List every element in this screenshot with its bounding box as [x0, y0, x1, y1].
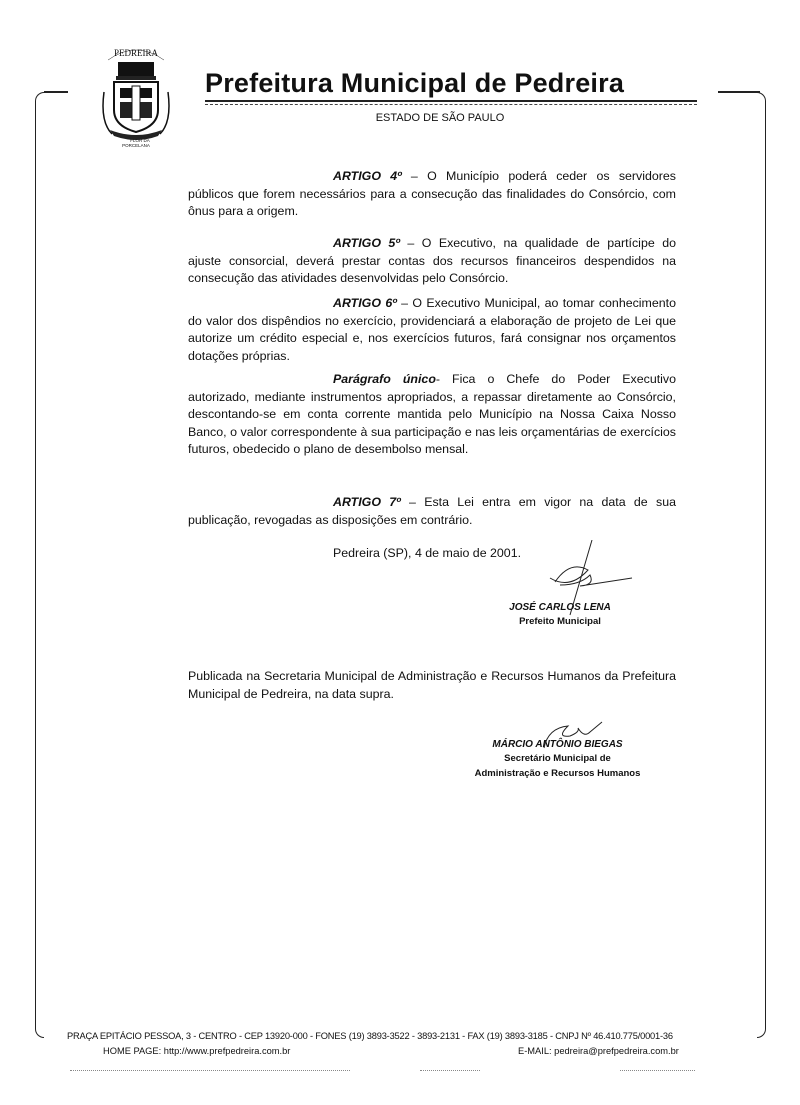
scan-artifact — [420, 1070, 480, 1071]
publication-note: Publicada na Secretaria Municipal de Administração e Recursos Humanos da Prefeitura Municipal de Pedreira, na data supra. — [188, 669, 676, 701]
signatory2-name: MÁRCIO ANTÔNIO BIEGAS — [492, 739, 623, 750]
footer-homepage: HOME PAGE: http://www.prefpedreira.com.br — [103, 1046, 291, 1056]
page-subtitle: ESTADO DE SÃO PAULO — [375, 112, 505, 124]
scan-artifact — [70, 1070, 350, 1071]
title-underline — [205, 100, 697, 102]
paragraph-unico — [188, 371, 676, 459]
article-label: ARTIGO 4º — [333, 169, 402, 183]
article-text: – O Executivo, na qualidade de partícipe do ajuste consorcial, deverá prestar contas dos recursos financeiros despendidos na consecução das atividades desenvolvidas pelo Consórcio. — [188, 236, 676, 285]
article-text: - Fica o Chefe do Poder Executivo autorizado, mediante instrumentos apropriados, a repassar diretamente ao Consórcio, descontando-se em conta corrente mantida pelo Município na Nossa Caixa Nosso Banco, o valor correspondente à sua participação e nas leis orçamentárias de exercícios futuros, obedecido o plano de desembolso mensal. — [188, 372, 677, 456]
frame-right-border — [757, 92, 766, 1038]
footer-address: PRAÇA EPITÁCIO PESSOA, 3 - CENTRO - CEP 13920-000 - FONES (19) 3893-3522 - 3893-2131 - FAX (19) 3893-3185 - CNPJ Nº 46.410.775/0001-36 — [67, 1031, 673, 1041]
article-6 — [188, 295, 676, 365]
svg-text:PORCELANA: PORCELANA — [122, 143, 150, 148]
signatory1-name: JOSÉ CARLOS LENA — [509, 602, 611, 613]
article-4 — [188, 168, 676, 221]
article-text: – Esta Lei entra em vigor na data de sua publicação, revogadas as disposições em contrário. — [188, 495, 676, 527]
date-line: Pedreira (SP), 4 de maio de 2001. — [333, 546, 522, 560]
signatory1-title: Prefeito Municipal — [519, 616, 601, 627]
header-rule-left — [44, 91, 68, 93]
page-title: Prefeitura Municipal de Pedreira — [205, 68, 625, 98]
article-text: – O Município poderá ceder os servidores públicos que forem necessários para a consecução das finalidades do Consórcio, com ônus para a origem. — [188, 169, 676, 218]
article-7 — [188, 494, 676, 529]
coat-of-arms-logo — [98, 42, 174, 148]
footer-email: E-MAIL: pedreira@prefpedreira.com.br — [518, 1046, 679, 1056]
signatory2-title-line1: Secretário Municipal de — [504, 753, 611, 764]
article-label: ARTIGO 6º — [333, 296, 397, 310]
article-label: ARTIGO 7º — [333, 495, 401, 509]
article-5 — [188, 235, 676, 288]
article-text: – O Executivo Municipal, ao tomar conhecimento do valor dos dispêndios no exercício, providenciará a elaboração de projeto de Lei que autorize um crédito especial e, nos exercícios futuros, fará consignar nos orçamentos dotações próprias. — [188, 296, 676, 363]
svg-text:PEDREIRA: PEDREIRA — [113, 48, 159, 58]
title-underline-dashed — [205, 104, 697, 105]
scan-artifact — [620, 1070, 695, 1071]
frame-left-border — [35, 92, 44, 1038]
article-label: Parágrafo único — [333, 372, 436, 386]
header-rule-right — [718, 91, 760, 93]
svg-text:FLOR DA: FLOR DA — [130, 138, 150, 143]
article-label: ARTIGO 5º — [333, 236, 400, 250]
signatory2-title-line2: Administração e Recursos Humanos — [474, 768, 641, 779]
